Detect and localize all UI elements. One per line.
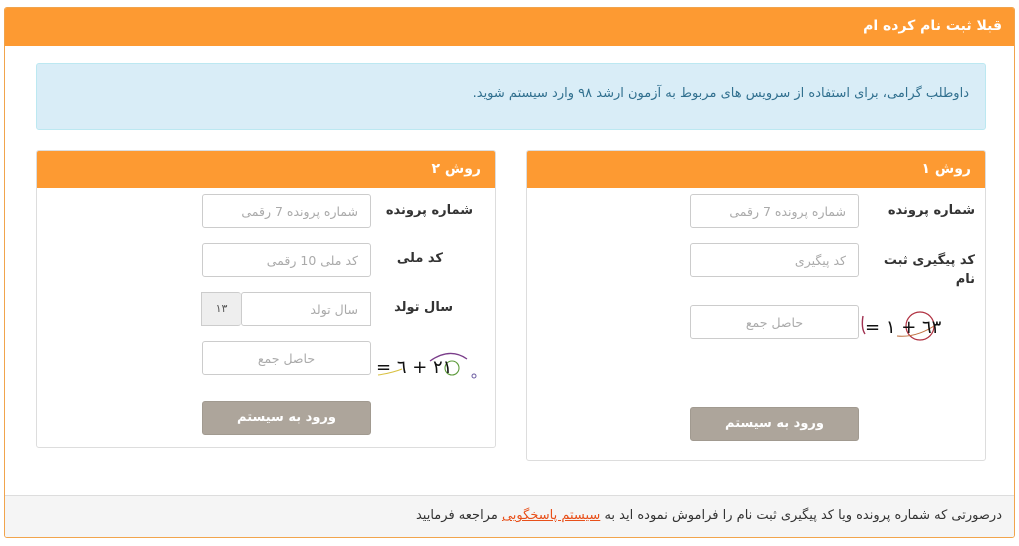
- birth-year-input[interactable]: [241, 292, 371, 326]
- support-system-link[interactable]: سیستم پاسخگویی: [501, 508, 601, 523]
- captcha-text: = ٢١ + ٦: [376, 357, 453, 378]
- file-number-label: شماره پرونده: [385, 203, 473, 218]
- file-number-input[interactable]: [202, 194, 371, 228]
- method-2-panel: [36, 150, 496, 448]
- method-1-title: روش ۱: [527, 151, 985, 188]
- help-footer: [5, 495, 1014, 537]
- captcha-text: = ٦٣ + ١: [865, 317, 942, 338]
- login-button-method-1[interactable]: ورود به سیستم: [690, 407, 859, 441]
- login-card: [4, 7, 1015, 538]
- method-1-panel: [526, 150, 986, 461]
- national-code-input[interactable]: [202, 243, 371, 277]
- national-code-label: کد ملی: [396, 251, 443, 266]
- captcha-image: [372, 343, 482, 383]
- footer-text: درصورتی که شماره پرونده ویا کد پیگیری ثبت نام را فراموش نموده اید به: [604, 508, 1002, 523]
- captcha-sum-input[interactable]: [690, 305, 859, 339]
- footer-text-end: مراجعه فرمایید: [415, 508, 498, 523]
- captcha-sum-input[interactable]: [202, 341, 371, 375]
- card-header: قبلا ثبت نام کرده ام: [5, 8, 1014, 46]
- birth-year-prefix: ۱۳: [201, 292, 241, 326]
- login-button-method-2[interactable]: ورود به سیستم: [202, 401, 371, 435]
- file-number-input[interactable]: [690, 194, 859, 228]
- captcha-graphic: [372, 343, 482, 383]
- file-number-label: شماره پرونده: [887, 203, 975, 218]
- method-2-title: روش ۲: [37, 151, 495, 188]
- captcha-image: [857, 304, 967, 344]
- birth-year-label: سال تولد: [394, 300, 453, 315]
- info-alert: داوطلب گرامی، برای استفاده از سرویس های مربوط به آزمون ارشد ۹۸ وارد سیستم شوید.: [36, 63, 986, 130]
- tracking-code-input[interactable]: [690, 243, 859, 277]
- tracking-code-label: کد پیگیری ثبت نام: [883, 253, 975, 287]
- captcha-graphic: [857, 304, 967, 344]
